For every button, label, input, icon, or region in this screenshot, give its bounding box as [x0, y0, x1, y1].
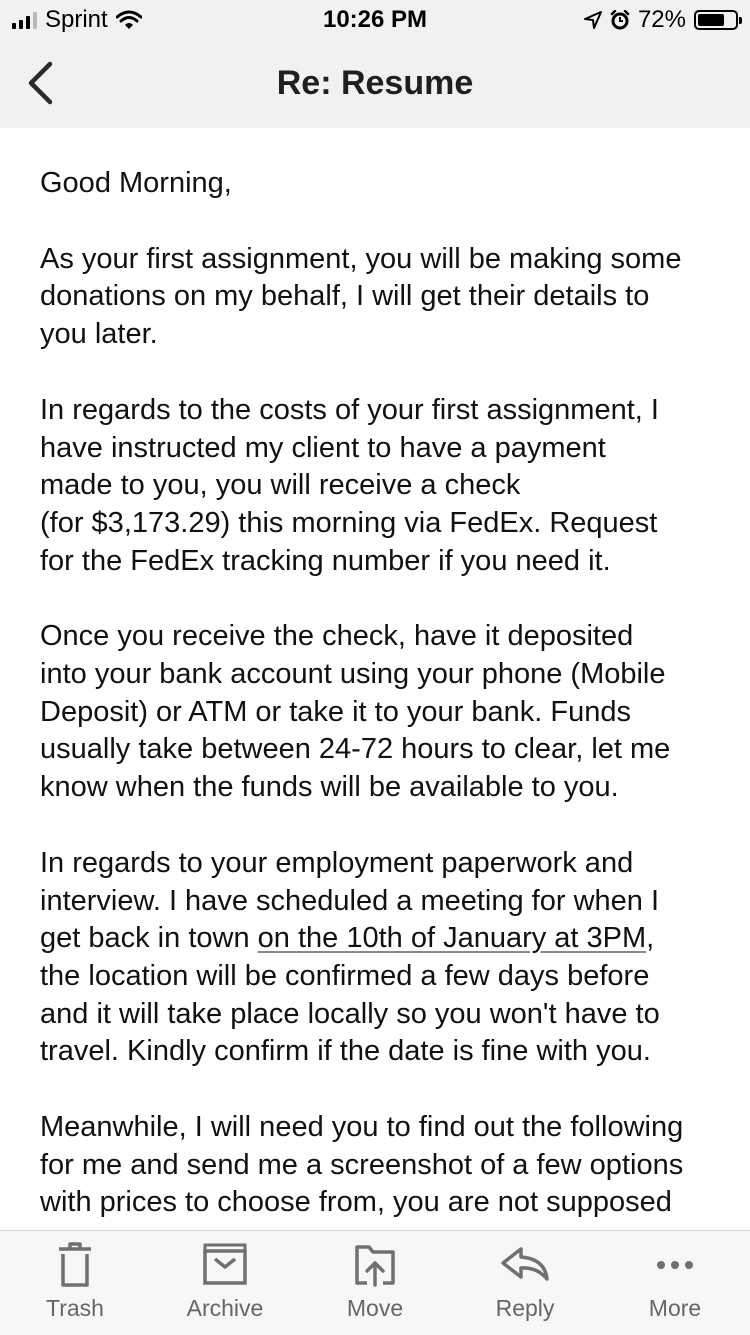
archive-label: Archive	[186, 1295, 264, 1321]
navigation-bar	[0, 40, 750, 128]
email-body	[40, 165, 730, 1227]
paragraph-4: In regards to your employment paperwork and interview. I have scheduled a meeting for when I get back in town on the 10th of January at 3PM, the location will be confirmed a few days before and it will take place locally so you won't have to travel. Kindly confirm if the date is fine with you.	[40, 845, 730, 1071]
reply-label: Reply	[495, 1295, 555, 1321]
more-dots-icon	[651, 1241, 699, 1289]
more-button[interactable]	[600, 1241, 750, 1333]
trash-label: Trash	[46, 1295, 104, 1321]
reply-arrow-icon	[499, 1241, 551, 1289]
status-bar	[0, 0, 750, 40]
reply-button[interactable]	[450, 1241, 600, 1333]
location-arrow-icon	[584, 11, 602, 29]
more-label: More	[648, 1295, 702, 1321]
trash-icon	[53, 1241, 97, 1289]
status-time: 10:26 PM	[322, 6, 428, 33]
bottom-toolbar	[0, 1230, 750, 1335]
trash-button[interactable]	[0, 1241, 150, 1333]
email-subject-title: Re: Resume	[276, 64, 474, 102]
date-line: get back in town on the 10th of January at 3PM,	[40, 922, 655, 955]
move-button[interactable]	[300, 1241, 450, 1333]
paragraph-5: Meanwhile, I will need you to find out the following for me and send me a screenshot of a few options with prices to choose from, you are not supposed	[40, 1111, 684, 1219]
status-right	[584, 6, 738, 34]
battery-percent: 72%	[637, 6, 686, 33]
archive-icon	[201, 1241, 249, 1289]
greeting: Good Morning,	[40, 167, 232, 199]
alarm-clock-icon	[610, 10, 630, 30]
move-label: Move	[346, 1295, 404, 1321]
carrier-name: Sprint	[45, 6, 108, 33]
paragraph-2: In regards to the costs of your first assignment, I have instructed my client to have a payment made to you, you will receive a check (for $3,173.29) this morning via FedEx. Request for the FedEx tracking number if you need it.	[40, 393, 659, 577]
paragraph-1: As your first assignment, you will be making some donations on my behalf, I will get their details to you later.	[40, 242, 682, 351]
move-folder-icon	[351, 1241, 399, 1289]
battery-icon	[694, 10, 738, 30]
archive-button[interactable]	[150, 1241, 300, 1333]
calendar-date-link[interactable]: on the 10th of January at 3PM	[257, 922, 647, 955]
paragraph-3: Once you receive the check, have it deposited into your bank account using your phone (Mobile Deposit) or ATM or take it to your bank. Funds usually take between 24-72 hours to clear, let me know when the funds will be available to you.	[40, 620, 671, 804]
